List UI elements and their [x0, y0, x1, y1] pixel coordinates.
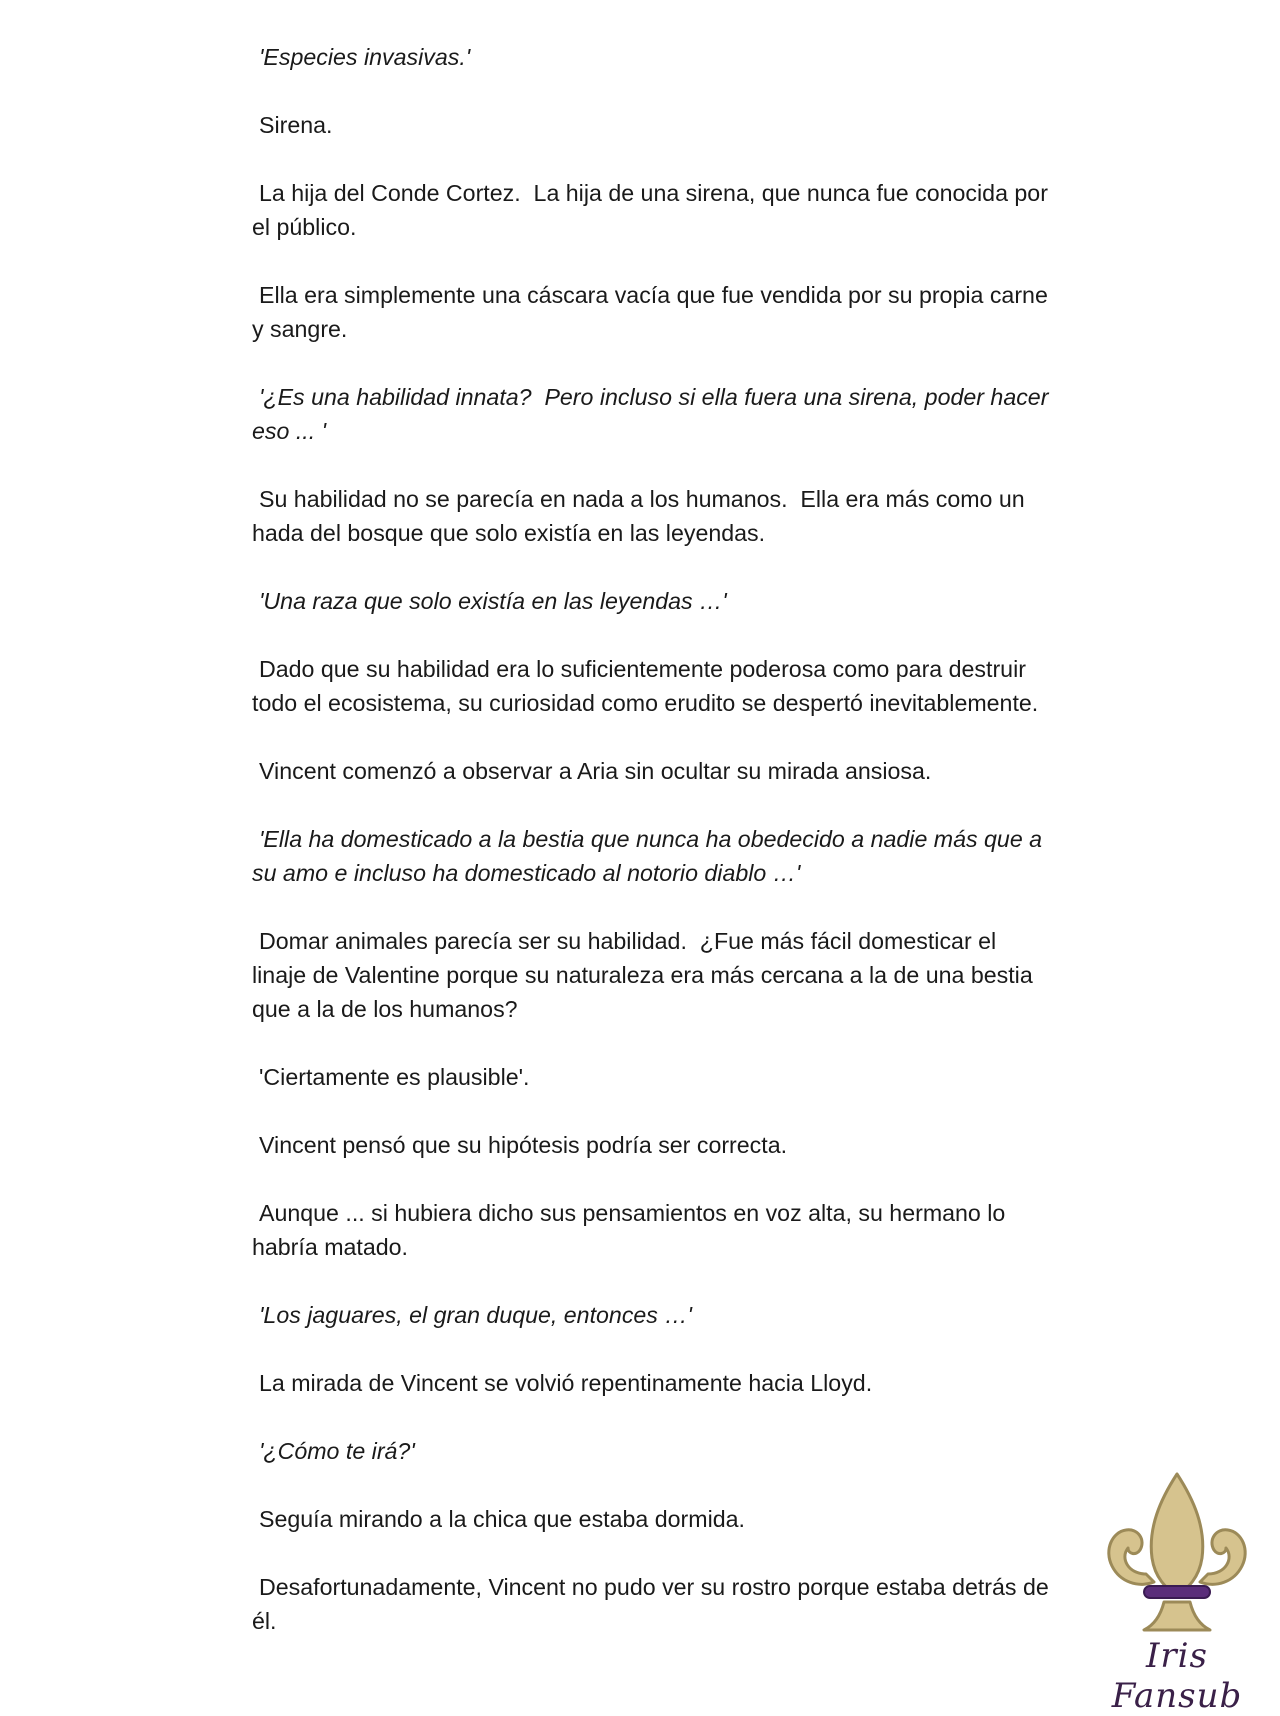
watermark-text: Iris Fansub [1111, 1636, 1243, 1716]
paragraph: '¿Cómo te irá?' [259, 1438, 415, 1464]
paragraph: Su habilidad no se parecía en nada a los humanos. Ella era más como un hada del bosque que solo existía en las leyendas. [252, 486, 1032, 546]
fleur-de-lis-icon [1090, 1470, 1264, 1638]
document-body [252, 40, 1056, 1672]
paragraph: 'Ella ha domesticado a la bestia que nunca ha obedecido a nadie más que a su amo e incluso ha domesticado al notorio diablo …' [252, 826, 1049, 886]
paragraph: 'Especies invasivas.' [259, 44, 471, 70]
paragraph: Ella era simplemente una cáscara vacía que fue vendida por su propia carne y sangre. [252, 282, 1055, 342]
paragraph: Sirena. [259, 112, 333, 138]
paragraph: Desafortunadamente, Vincent no pudo ver su rostro porque estaba detrás de él. [252, 1574, 1056, 1634]
paragraph: 'Los jaguares, el gran duque, entonces …' [259, 1302, 692, 1328]
paragraph: Seguía mirando a la chica que estaba dormida. [259, 1506, 745, 1532]
paragraph: Aunque ... si hubiera dicho sus pensamientos en voz alta, su hermano lo habría matado. [252, 1200, 1012, 1260]
paragraph: 'Una raza que solo existía en las leyendas …' [259, 588, 727, 614]
paragraph: La mirada de Vincent se volvió repentinamente hacia Lloyd. [259, 1370, 873, 1396]
paragraph: Dado que su habilidad era lo suficientemente poderosa como para destruir todo el ecosistema, su curiosidad como erudito se despertó inevitablemente. [252, 656, 1039, 716]
watermark [1082, 1470, 1272, 1716]
paragraph: La hija del Conde Cortez. La hija de una sirena, que nunca fue conocida por el público. [252, 180, 1055, 240]
paragraph: 'Ciertamente es plausible'. [259, 1064, 530, 1090]
paragraph: Vincent comenzó a observar a Aria sin ocultar su mirada ansiosa. [259, 758, 932, 784]
paragraph: Vincent pensó que su hipótesis podría ser correcta. [259, 1132, 788, 1158]
paragraph: Domar animales parecía ser su habilidad. ¿Fue más fácil domesticar el linaje de Valentine porque su naturaleza era más cercana a la de una bestia que a la de los humanos? [252, 928, 1040, 1022]
paragraph: '¿Es una habilidad innata? Pero incluso si ella fuera una sirena, poder hacer eso ... ' [252, 384, 1055, 444]
